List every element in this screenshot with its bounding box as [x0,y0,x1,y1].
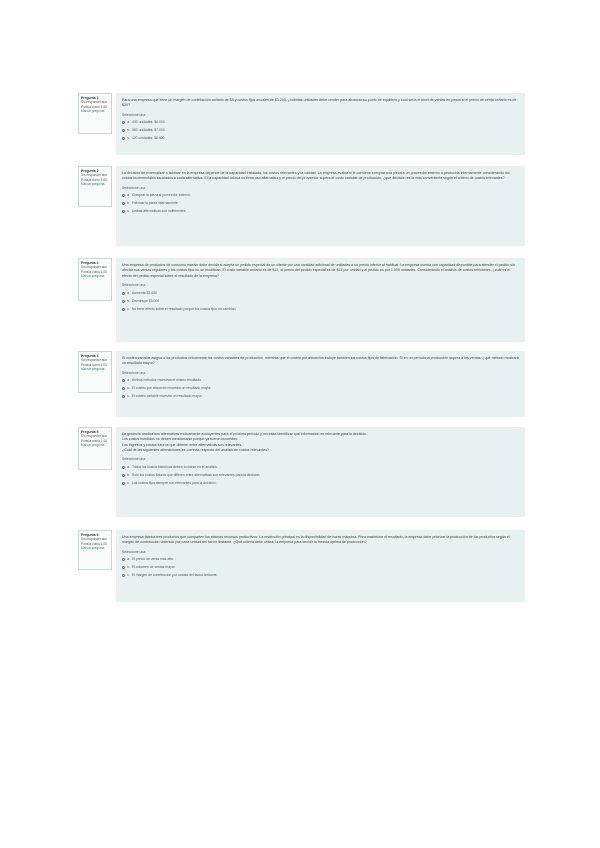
radio-button[interactable] [122,574,125,577]
question-points: Puntúa como 1,00 [81,541,107,546]
answer-option-b[interactable]: b. Disminuye $3.000 [122,297,519,305]
question-number: Pregunta 6 [81,533,99,537]
question-text: Los costos hundidos no deben considerarse porque ya fueron incurridos. [122,437,239,442]
radio-button[interactable] [122,379,125,382]
question-info [78,427,112,470]
question-text: Una empresa de productos de consumo masivo debe decidir si acepta un pedido especial de un cliente por una cantidad adicional de unidades a un precio inferior al habitual. La empresa cuenta con capacidad disponible para atender el pedido sin afectar sus ventas regulares y los costos fijos no se modifican. El costo variable unitario es de $12, el precio del pedido especial es de $15 por unidad y el pedido es por 1.000 unidades. Considerando el análisis de costos relevantes, ¿cuál es el efecto del pedido especial sobre el resultado de la empresa? [122,263,515,278]
radio-button[interactable] [122,395,125,398]
select-label: Seleccione una: [122,112,147,117]
question-text: Los ingresos y costos futuros que difieren entre alternativas son relevantes. [122,442,243,447]
radio-button[interactable] [122,300,125,303]
flag-question-link[interactable]: Marcar pregunta [81,367,105,372]
select-label: Seleccione una: [122,185,147,190]
question-info [78,530,112,570]
answer-option-c[interactable]: c. 420 unidades; $8.400 [122,135,519,143]
question-status: Sin responder aún [81,358,108,363]
question-number: Pregunta 5 [81,430,99,434]
question-points: Puntúa como 1,00 [81,438,107,443]
radio-button[interactable] [122,566,125,569]
radio-button[interactable] [122,194,125,197]
question-content [116,93,525,155]
question-content [116,530,525,602]
question-info [78,166,112,207]
radio-button[interactable] [122,129,125,132]
select-label: Seleccione una: [122,457,147,462]
question-text: Una empresa fabrica tres productos que comparten los mismos recursos productivos. La restricción principal es la disponibilidad de horas máquina. Para maximizar el resultado, la empresa debe priorizar la producción de los productos según el margen de contribución obtenido por cada unidad del factor limitante. ¿Qué criterio debe utilizar la empresa para decidir la mezcla óptima de producción? [122,535,510,545]
question-content [116,351,525,417]
question-points: Puntúa como 1,00 [81,269,107,274]
question-content [116,166,525,246]
flag-question-link[interactable]: Marcar pregunta [81,182,105,187]
flag-question-link[interactable]: Marcar pregunta [81,443,105,448]
select-label: Seleccione una: [122,282,147,287]
answer-option-a[interactable]: a. Todos los costos históricos deben incluirse en el análisis. [122,463,519,471]
answer-option-b[interactable]: b. El volumen de ventas mayor. [122,564,519,572]
question-text: La decisión de externalizar o fabricar en la empresa depende de la capacidad instalada, los costos relevantes y la calidad. La empresa evalúa si le conviene comprar una pieza a un proveedor externo o producirla internamente considerando los costos incrementales asociados a cada alternativa. Si la capacidad ociosa no tiene uso alternativo y el precio del proveedor supera el costo variable de producción, ¿qué decisión es la más conveniente según el criterio de costos relevantes? [122,171,510,181]
radio-button[interactable] [122,292,125,295]
question-info [78,93,112,134]
answer-option-c[interactable]: c. No tiene efecto sobre el resultado porque los costos fijos no cambian. [122,305,519,313]
flag-question-link[interactable]: Marcar pregunta [81,546,105,551]
radio-button[interactable] [122,121,125,124]
question-status: Sin responder aún [81,100,108,105]
answer-option-c[interactable]: c. Los costos fijos siempre son relevantes para la decisión. [122,479,519,487]
question-number: Pregunta 2 [81,169,99,173]
answer-option-c[interactable]: c. El costeo variable muestra un resultado mayor. [122,393,519,401]
question-content [116,427,525,517]
question-status: Sin responder aún [81,265,108,270]
question-content [116,258,525,342]
answer-option-b[interactable]: b. Solo los costos futuros que difieren entre alternativas son relevantes para la decisión. [122,471,519,479]
question-info [78,351,112,393]
question-status: Sin responder aún [81,434,108,439]
answer-option-a[interactable]: a. Comprar la pieza al proveedor externo. [122,192,519,200]
answer-option-a[interactable]: a. Ambos métodos muestran el mismo resultado. [122,377,519,385]
answer-option-a[interactable]: a. Aumenta $3.000 [122,289,519,297]
question-number: Pregunta 1 [81,96,99,100]
answer-option-b[interactable]: b. Fabricar la pieza internamente. [122,200,519,208]
radio-button[interactable] [122,558,125,561]
question-points: Puntúa como 1,00 [81,104,107,109]
question-text: Para una empresa que tiene un margen de contribución unitario de $8 y costos fijos anuales de $3.200, ¿cuántas unidades debe vender para alcanzar su punto de equilibrio y cuál sería el nivel de ventas en pesos si el precio de venta unitario es de $20? [122,98,517,108]
answer-option-a[interactable]: a. 400 unidades; $8.000 [122,119,519,127]
radio-button[interactable] [122,202,125,205]
question-points: Puntúa como 1,00 [81,177,107,182]
radio-button[interactable] [122,137,125,140]
radio-button[interactable] [122,474,125,477]
answer-option-b[interactable]: b. 350 unidades; $7.000 [122,127,519,135]
radio-button[interactable] [122,308,125,311]
flag-question-link[interactable]: Marcar pregunta [81,109,105,114]
radio-button[interactable] [122,210,125,213]
answer-option-c[interactable]: c. El margen de contribución por unidad del factor limitante. [122,572,519,580]
radio-button[interactable] [122,466,125,469]
question-info [78,258,112,301]
flag-question-link[interactable]: Marcar pregunta [81,274,105,279]
question-status: Sin responder aún [81,537,108,542]
question-points: Puntúa como 1,00 [81,362,107,367]
question-text: El costeo variable asigna a los productos únicamente los costos variables de producción, mientras que el costeo por absorción incluye también los costos fijos de fabricación. Si en un período la producción supera a las ventas, ¿qué método mostrará un resultado mayor? [122,356,519,366]
question-status: Sin responder aún [81,173,108,178]
select-label: Seleccione una: [122,370,147,375]
answer-option-c[interactable]: c. Ambas alternativas son indiferentes. [122,208,519,216]
radio-button[interactable] [122,387,125,390]
answer-option-b[interactable]: b. El costeo por absorción muestra un resultado mayor. [122,385,519,393]
question-number: Pregunta 3 [81,261,99,265]
question-text: ¿Cuál de las siguientes afirmaciones es correcta respecto del análisis de costos relevantes? [122,447,270,452]
select-label: Seleccione una: [122,549,147,554]
answer-option-a[interactable]: a. El precio de venta más alto. [122,556,519,564]
question-number: Pregunta 4 [81,354,99,358]
question-text: La gerencia analiza dos alternativas mutuamente excluyentes para el próximo período y necesita identificar qué información es relevante para la decisión. [122,432,368,436]
radio-button[interactable] [122,482,125,485]
